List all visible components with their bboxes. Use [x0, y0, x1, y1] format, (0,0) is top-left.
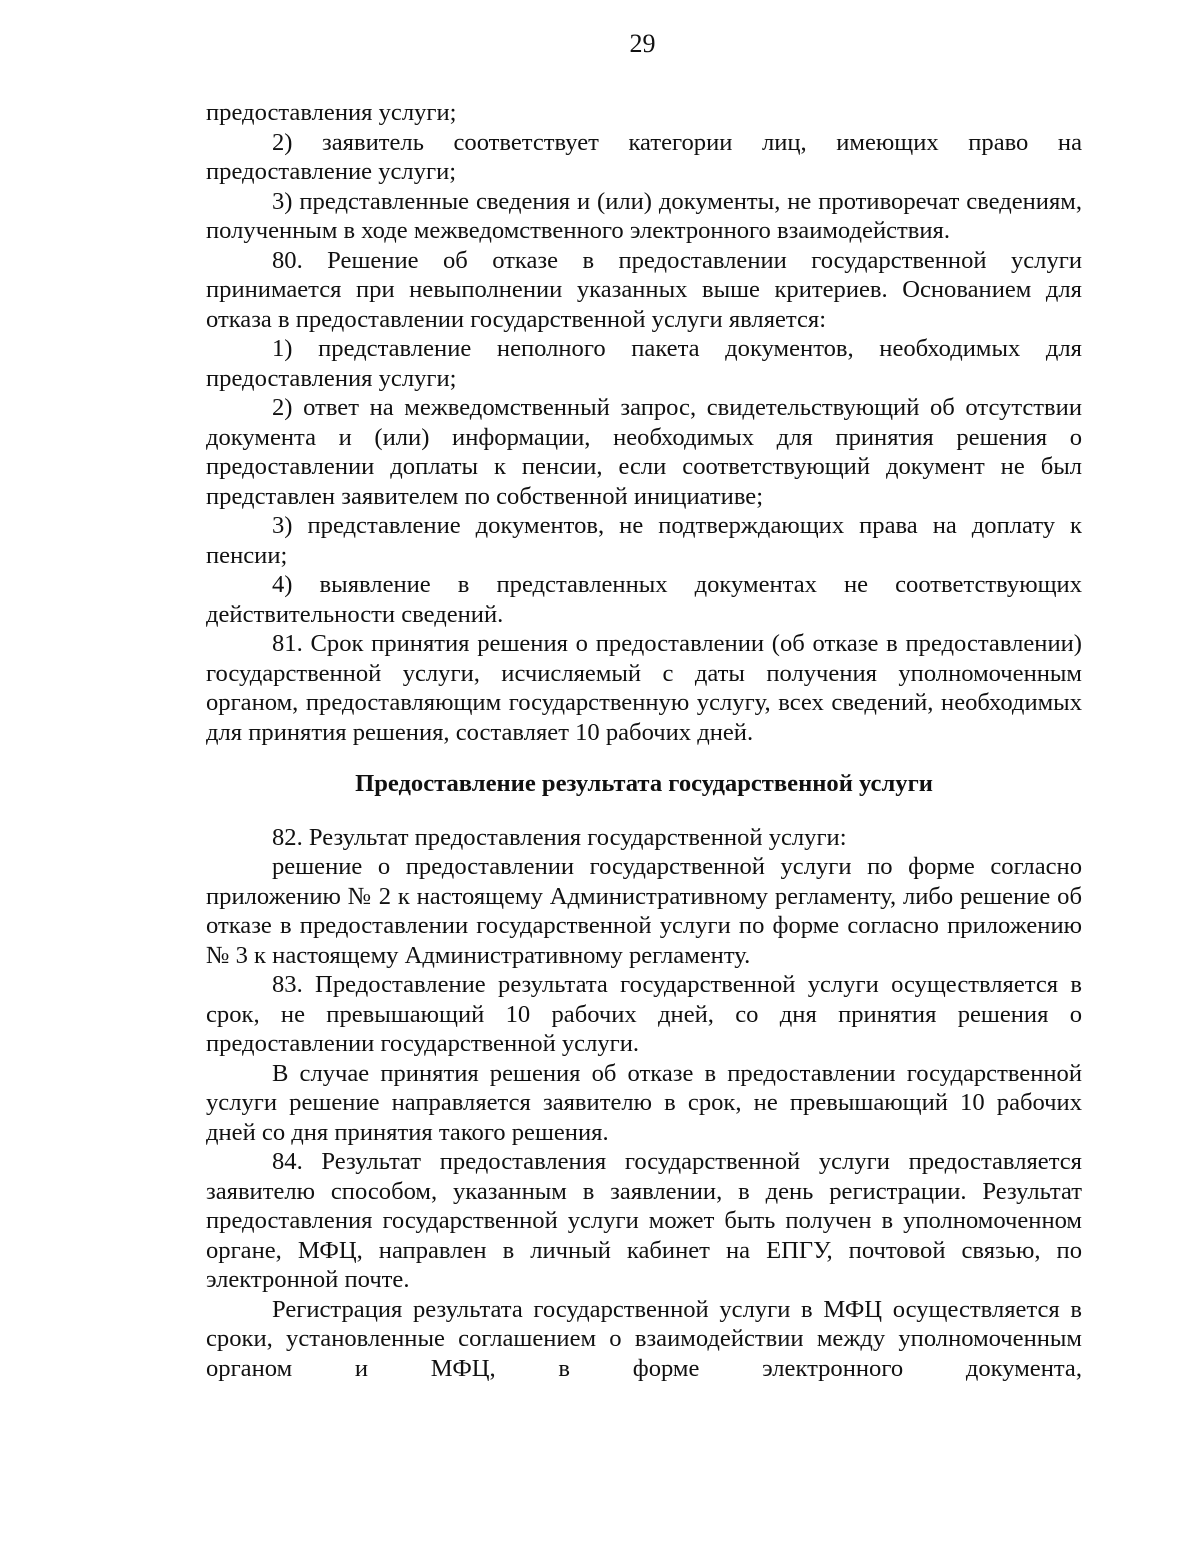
paragraph: 81. Срок принятия решения о предоставлении (об отказе в предоставлении) государственной услуги, исчисляемый с даты получения уполномоченным органом, предоставляющим государственную услугу, всех сведений, необходимых для принятия решения, составляет 10 рабочих дней.	[206, 630, 1082, 746]
page-number: 29	[629, 29, 656, 58]
paragraph: 2) заявитель соответствует категории лиц, имеющих право на предоставление услуги;	[206, 128, 1082, 185]
paragraph: предоставления услуги;	[206, 99, 457, 126]
paragraph: В случае принятия решения об отказе в предоставлении государственной услуги решение направляется заявителю в срок, не превышающий 10 рабочих дней со дня принятия такого решения.	[206, 1059, 1082, 1146]
paragraphs-bottom	[206, 823, 1082, 1384]
paragraph: 4) выявление в представленных документах не соответствующих действительности сведений.	[206, 571, 1082, 628]
paragraph: 82. Результат предоставления государственной услуги:	[272, 823, 847, 851]
paragraph: 1) представление неполного пакета документов, необходимых для предоставления услуги;	[206, 335, 1082, 392]
paragraph: 80. Решение об отказе в предоставлении государственной услуги принимается при невыполнении указанных выше критериев. Основанием для отказа в предоставлении государственной услуги является:	[206, 246, 1082, 333]
section-heading: Предоставление результата государственной услуги	[355, 770, 933, 797]
paragraph: 2) ответ на межведомственный запрос, свидетельствующий об отсутствии документа и (или) информации, необходимых для принятия решения о предоставлении доплаты к пенсии, если соответствующий документ не был представлен заявителем по собственной инициативе;	[206, 394, 1082, 510]
paragraph: 3) представление документов, не подтверждающих права на доплату к пенсии;	[206, 512, 1082, 569]
paragraph: Регистрация результата государственной услуги в МФЦ осуществляется в сроки, установленные соглашением о взаимодействии между уполномоченным органом и МФЦ, в форме электронного документа,	[206, 1295, 1082, 1382]
paragraph: решение о предоставлении государственной услуги по форме согласно приложению № 2 к настоящему Административному регламенту, либо решение об отказе в предоставлении государственной услуги по форме согласно приложению № 3 к настоящему Административному регламенту.	[206, 853, 1082, 969]
paragraph: 84. Результат предоставления государственной услуги предоставляется заявителю способом, указанным в заявлении, в день регистрации. Результат предоставления государственной услуги может быть получен в уполномоченном органе, МФЦ, направлен в личный кабинет на ЕПГУ, почтовой связью, по электронной почте.	[206, 1148, 1082, 1293]
paragraph: 3) представленные сведения и (или) документы, не противоречат сведениям, полученным в ходе межведомственного электронного взаимодействия.	[206, 187, 1082, 244]
paragraphs-top	[206, 98, 1082, 747]
paragraph: 83. Предоставление результата государственной услуги осуществляется в срок, не превышающий 10 рабочих дней, со дня принятия решения о предоставлении государственной услуги.	[206, 971, 1082, 1057]
document-body	[206, 98, 1082, 1383]
